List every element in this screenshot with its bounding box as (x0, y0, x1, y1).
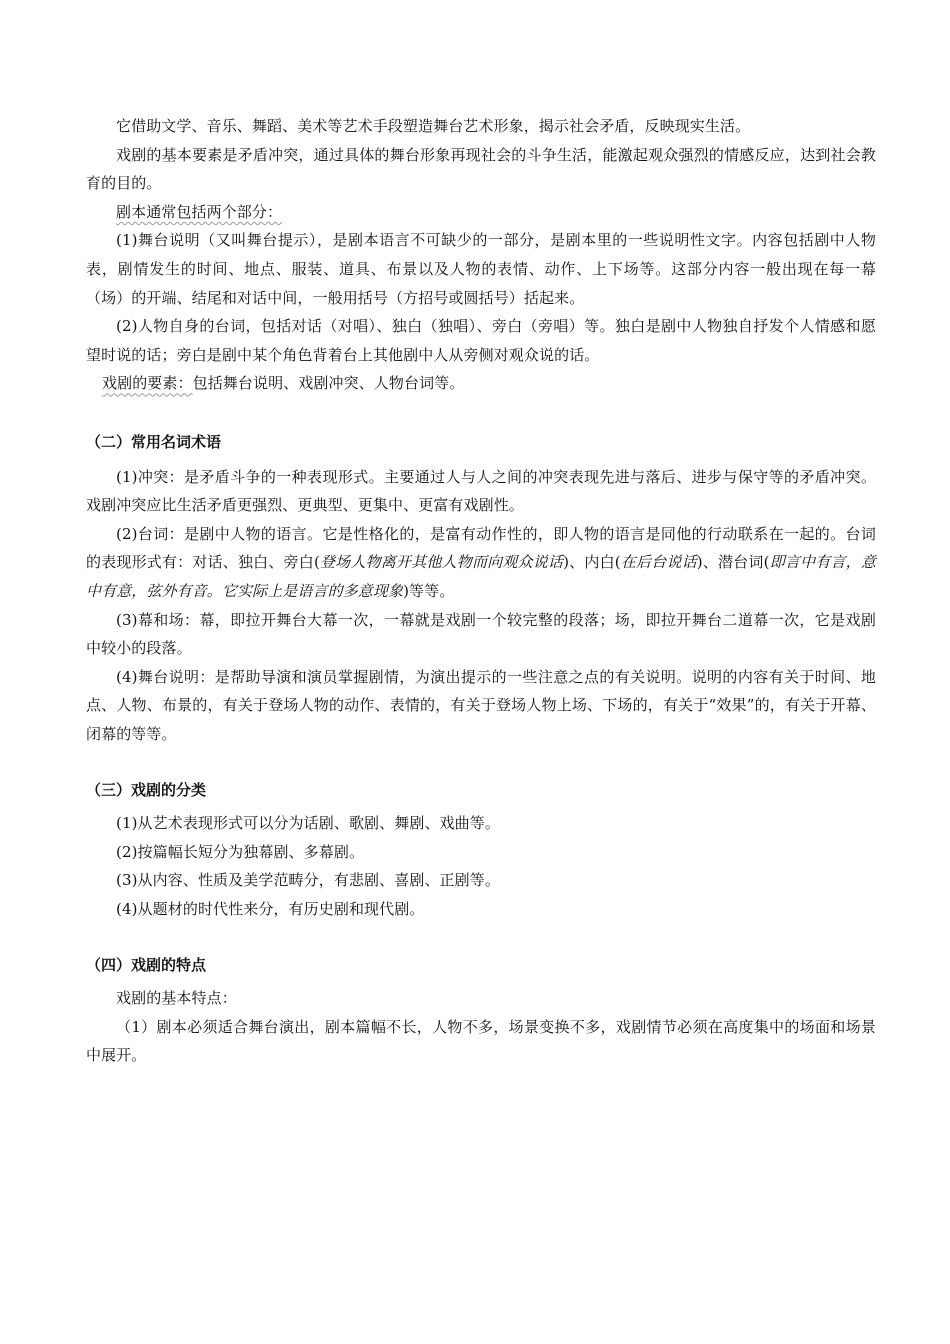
section-3-item: (3)从内容、性质及美学范畴分，有悲剧、喜剧、正剧等。 (116, 871, 500, 890)
section-3-item: (2)按篇幅长短分为独幕剧、多幕剧。 (116, 842, 365, 861)
document-page (86, 112, 876, 1070)
intro-paragraph-5: (2)人物自身的台词，包括对话（对唱）、独白（独唱）、旁白（旁唱）等。独白是剧中人物独自抒发个人情感和愿望时说的话；旁白是剧中某个角色背着台上其他剧中人从旁侧对观众说的话。 (86, 317, 876, 364)
lines-text-d: 在后台说话 (620, 553, 697, 572)
section-3-item: (4)从题材的时代性来分，有历史剧和现代剧。 (116, 899, 425, 918)
section-2-paragraph-2 (86, 520, 876, 606)
section-4-paragraph-2: （1）剧本必须适合舞台演出，剧本篇幅不长，人物不多，场景变换不多，戏剧情节必须在高度集中的场面和场景中展开。 (86, 1017, 876, 1065)
lines-text-e: )、潜台词( (696, 553, 770, 572)
lines-text-c: )、内白( (563, 553, 621, 572)
drama-elements-label: 戏剧的要素： (102, 374, 193, 393)
lines-text-a: (2)台词：是剧中人物的语言。它是性格化的，是富有动作性的，即人物的语言是同他的行动联系在一起的。台词的表现形式有：对话、独白、旁白( (86, 524, 876, 572)
section-2-paragraph-4: (4)舞台说明：是帮助导演和演员掌握剧情，为演出提示的一些注意之点的有关说明。说明的内容有关于时间、地点、人物、布景的，有关于登场人物的动作、表情的，有关于登场人物上场、下场的，有关于“效果”的，有关于开幕、闭幕的等等。 (86, 667, 876, 743)
intro-paragraph-4: (1)舞台说明（又叫舞台提示），是剧本语言不可缺少的一部分，是剧本里的一些说明性文字。内容包括剧中人物表，剧情发生的时间、地点、服装、道具、布景以及人物的表情、动作、上下场等。这部分内容一般出现在每一幕（场）的开端、结尾和对话中间，一般用括号（方招号或圆括号）括起来。 (86, 231, 876, 307)
lines-text-g: )等等。 (403, 581, 455, 600)
section-3-heading: （三）戏剧的分类 (86, 781, 207, 800)
lines-text-b: 登场人物离开其他人物而向观众说话 (319, 553, 564, 572)
section-2-heading: （二）常用名词术语 (86, 432, 222, 451)
script-parts-label: 剧本通常包括两个部分： (116, 202, 283, 221)
intro-paragraph-2: 戏剧的基本要素是矛盾冲突，通过具体的舞台形象再现社会的斗争生活，能激起观众强烈的情感反应，达到社会教育的目的。 (86, 145, 876, 193)
section-4-heading: （四）戏剧的特点 (86, 956, 207, 975)
intro-paragraph-6 (86, 369, 876, 398)
section-2-paragraph-3: (3)幕和场：幕，即拉开舞台大幕一次，一幕就是戏剧一个较完整的段落；场，即拉开舞台二道幕一次，它是戏剧中较小的段落。 (86, 610, 876, 658)
section-4-paragraph-1: 戏剧的基本特点： (116, 989, 237, 1008)
lines-text-f: 即言中有言，意中有意，弦外有音。它实际上是语言的多意现象 (86, 553, 876, 600)
section-3-item: (1)从艺术表现形式可以分为话剧、歌剧、舞剧、戏曲等。 (116, 814, 500, 833)
intro-paragraph-1: 它借助文学、音乐、舞蹈、美术等艺术手段塑造舞台艺术形象，揭示社会矛盾，反映现实生活。 (116, 117, 751, 135)
drama-elements-text: 包括舞台说明、戏剧冲突、人物台词等。 (192, 374, 465, 393)
intro-paragraph-3 (86, 198, 876, 227)
section-2-paragraph-1: (1)冲突：是矛盾斗争的一种表现形式。主要通过人与人之间的冲突表现先进与落后、进步与保守等的矛盾冲突。戏剧冲突应比生活矛盾更强烈、更典型、更集中、更富有戏剧性。 (86, 467, 876, 515)
